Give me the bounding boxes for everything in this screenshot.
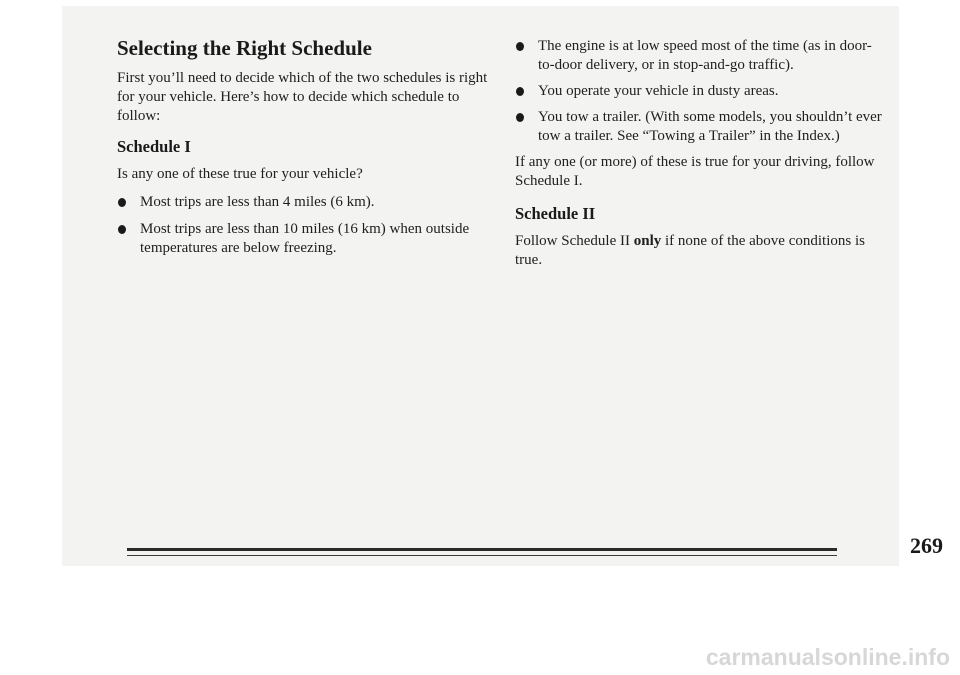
schedule-2-emphasis: only [633,233,662,249]
list-item [515,37,885,75]
bullet-icon [516,113,524,122]
schedule-1-conditions-list-continued [515,37,885,146]
list-item-text: Most trips are less than 4 miles (6 km). [140,194,375,210]
schedule-2-paragraph [515,232,885,270]
bullet-icon [118,225,126,234]
manual-page [62,6,943,566]
schedule-1-heading: Schedule I [117,137,191,156]
list-item [117,193,497,212]
bullet-icon [516,42,524,51]
list-item-text: The engine is at low speed most of the time (as in door-to-door delivery, or in stop-and-go traffic). [538,38,872,73]
list-item-text: Most trips are less than 10 miles (16 km) when outside temperatures are below freezing. [140,221,470,256]
list-item [515,82,885,101]
footer-rule-thick [127,548,837,551]
conclusion-paragraph: If any one (or more) of these is true for your driving, follow Schedule I. [515,154,875,189]
bullet-icon [118,198,126,207]
left-column [117,36,497,266]
section-title: Selecting the Right Schedule [117,36,372,60]
list-item [117,220,497,258]
bullet-icon [516,87,524,96]
watermark: carmanualsonline.info [705,644,950,670]
page-number: 269 [910,533,943,558]
list-item [515,108,885,146]
right-column [515,37,885,270]
schedule-2-text-end: if none of the above conditions is true. [515,233,865,268]
intro-paragraph: First you’ll need to decide which of the two schedules is right for your vehicle. Here’s how to decide which schedule to follow: [117,70,488,124]
list-item-text: You operate your vehicle in dusty areas. [538,83,779,99]
schedule-question: Is any one of these true for your vehicle? [117,166,363,182]
footer-rule-thin [127,555,837,556]
schedule-1-conditions-list [117,193,497,258]
list-item-text: You tow a trailer. (With some models, you shouldn’t ever tow a trailer. See “Towing a Trailer” in the Index.) [538,109,882,144]
schedule-2-heading: Schedule II [515,204,596,223]
schedule-2-text-start: Follow Schedule II [515,233,634,249]
